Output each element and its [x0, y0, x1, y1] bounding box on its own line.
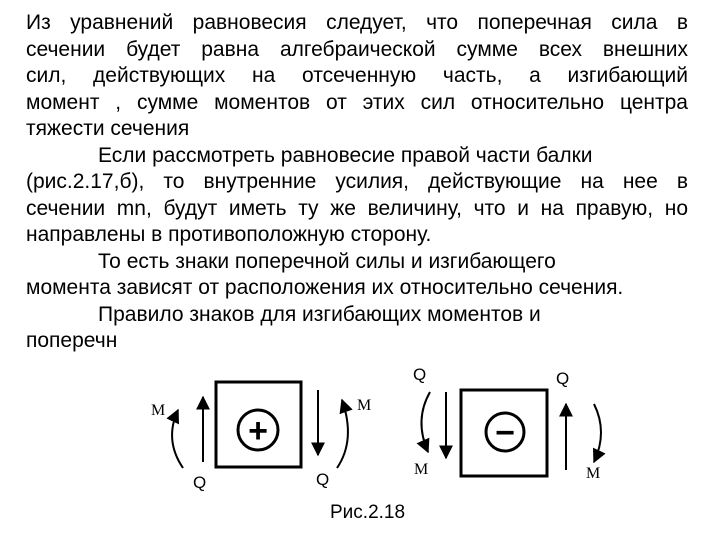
label-q-right: Q: [316, 470, 330, 489]
m-left-moment-arrow: [172, 410, 183, 468]
m-right-moment-arrow: [337, 400, 348, 468]
p3-line2: момента зависят от расположения их относительно сечения.: [26, 276, 624, 299]
label-m-right-neg: M: [586, 465, 601, 482]
label-q-left: Q: [193, 473, 207, 492]
m-right-moment-arrow-neg: [594, 404, 601, 462]
label-m-right: M: [357, 397, 372, 414]
plus-sign: +: [248, 412, 268, 450]
label-m-left-neg: M: [414, 461, 429, 478]
p1-line5: тяжести сечения: [26, 117, 190, 140]
p4-line1: Правило знаков для изгибающих моментов и: [98, 302, 541, 326]
p2-line1: Если рассмотреть равновесие правой части балки: [98, 143, 593, 167]
p2-line4: направлены в противоположную сторону.: [26, 223, 432, 246]
minus-sign: −: [495, 414, 515, 452]
label-q-right-neg: Q: [556, 369, 570, 388]
label-q-left-neg: Q: [413, 365, 427, 384]
negative-element: [413, 365, 601, 482]
label-m-left: M: [151, 402, 166, 419]
figure-caption: Рис.2.18: [330, 502, 406, 523]
p2-line2: (рис.2.17,б), то внутренние усилия, действующие на нее в: [26, 170, 688, 193]
p1-line4: момент , сумме моментов от этих сил относительно центра: [26, 90, 688, 114]
p1-line1: Из уравнений равновесия следует, что поперечная сила в: [26, 11, 688, 34]
p1-line2: сечении будет равна алгебраической сумме всех внешних: [26, 37, 688, 61]
p1-line3: сил, действующих на отсеченную часть, а изгибающий: [26, 64, 688, 87]
positive-element: [151, 382, 371, 492]
p3-line1: То есть знаки поперечной силы и изгибающего: [98, 249, 556, 273]
p2-line3: сечении mn, будут иметь ту же величину, что и на правую, но: [26, 196, 688, 220]
m-left-moment-arrow-neg: [421, 392, 430, 452]
p4-line2: поперечн: [26, 329, 118, 352]
